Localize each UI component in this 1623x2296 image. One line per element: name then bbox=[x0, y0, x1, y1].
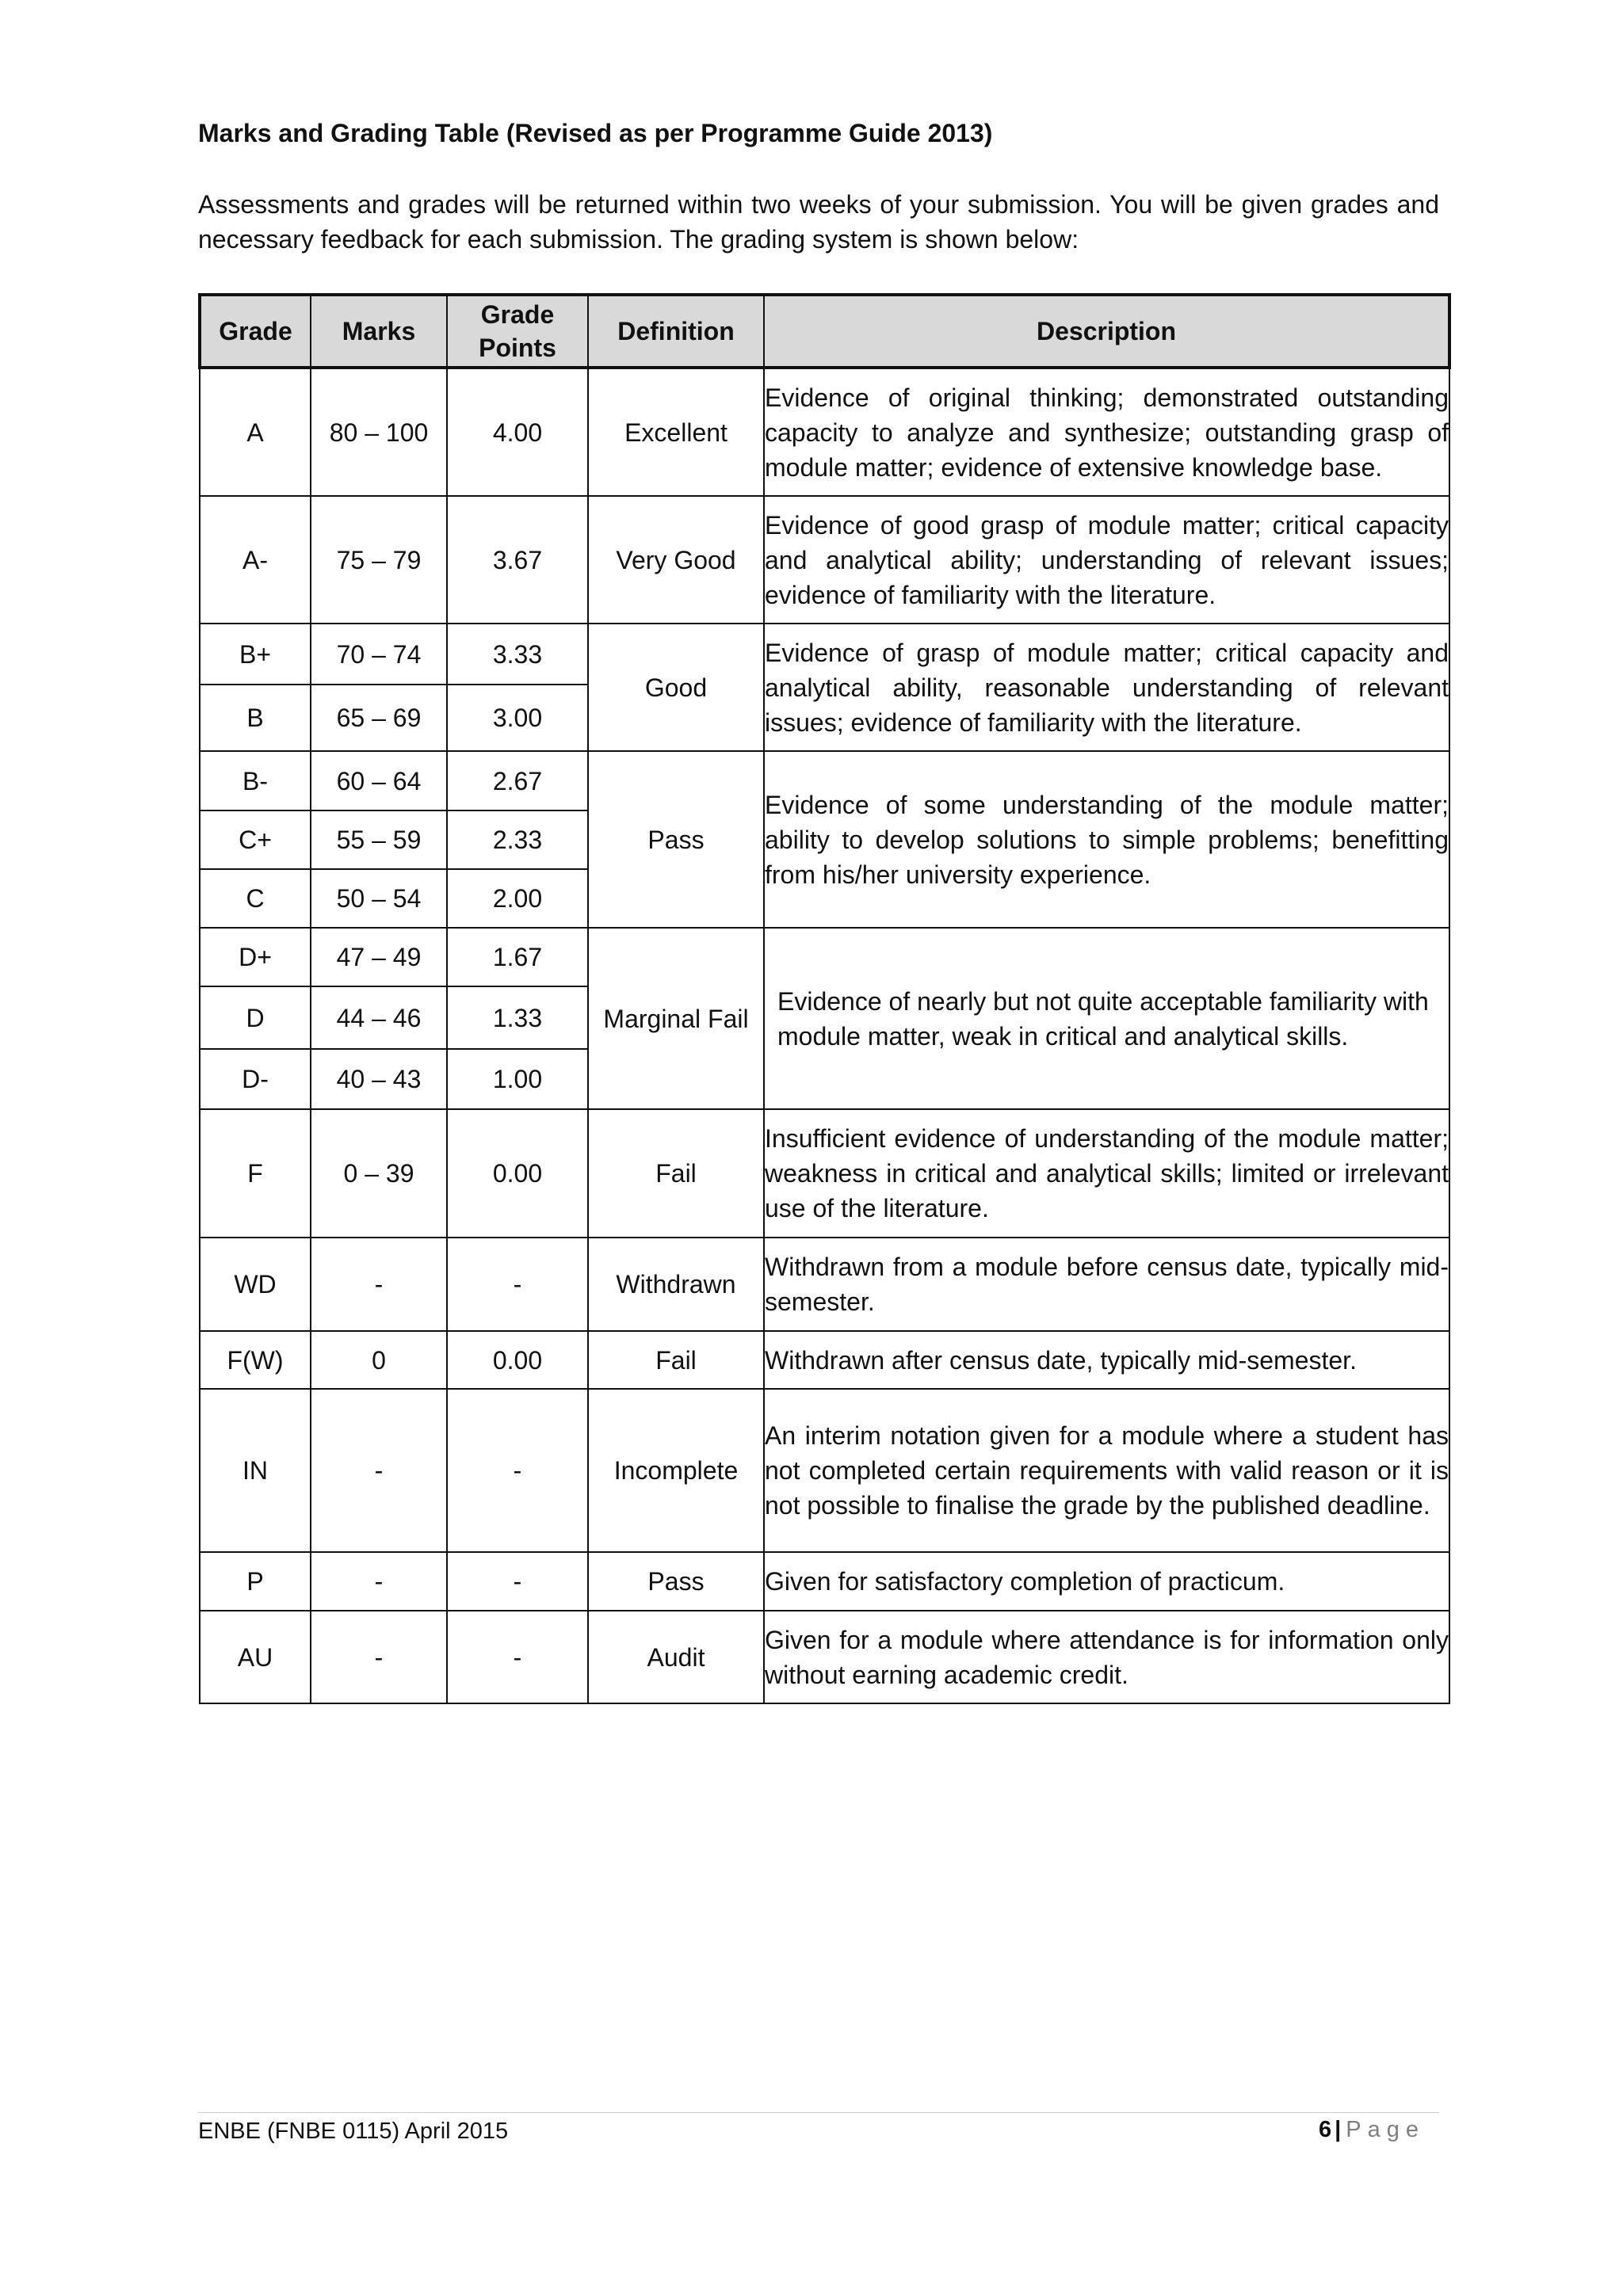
table-row bbox=[200, 1109, 1449, 1238]
definition-cell: Marginal Fail bbox=[588, 928, 764, 1109]
definition-cell: Good bbox=[588, 624, 764, 751]
description-cell: Evidence of grasp of module matter; critical capacity and analytical ability, reasonable understanding of relevant issues; evidence of familiarity with the literature. bbox=[764, 624, 1449, 751]
marks-cell: - bbox=[311, 1238, 447, 1331]
definition-cell: Fail bbox=[588, 1109, 764, 1238]
description-cell: Withdrawn from a module before census date, typically mid-semester. bbox=[764, 1238, 1449, 1331]
marks-cell: 75 – 79 bbox=[311, 496, 447, 624]
points-cell: 3.33 bbox=[447, 624, 588, 685]
header-grade-points-line1: Grade bbox=[480, 300, 555, 329]
marks-cell: 0 bbox=[311, 1331, 447, 1389]
grade-cell: C+ bbox=[200, 810, 311, 869]
marks-cell: 40 – 43 bbox=[311, 1049, 447, 1109]
grade-cell: C bbox=[200, 869, 311, 928]
points-cell: 1.67 bbox=[447, 928, 588, 986]
description-cell: Evidence of some understanding of the module matter; ability to develop solutions to simple problems; benefitting from his/her university experience. bbox=[764, 751, 1449, 928]
marks-cell: 65 – 69 bbox=[311, 685, 447, 751]
definition-cell: Audit bbox=[588, 1611, 764, 1703]
points-cell: 3.67 bbox=[447, 496, 588, 624]
table-row bbox=[200, 496, 1449, 624]
footer-document-id: ENBE (FNBE 0115) April 2015 bbox=[198, 2119, 509, 2144]
page-number: 6 bbox=[1319, 2117, 1332, 2142]
grade-cell: AU bbox=[200, 1611, 311, 1703]
header-grade-points bbox=[447, 295, 588, 368]
marks-cell: 60 – 64 bbox=[311, 751, 447, 810]
points-cell: 2.67 bbox=[447, 751, 588, 810]
marks-cell: 0 – 39 bbox=[311, 1109, 447, 1238]
grade-cell: A bbox=[200, 368, 311, 496]
points-cell: 4.00 bbox=[447, 368, 588, 496]
table-row bbox=[200, 1331, 1449, 1389]
description-cell: An interim notation given for a module where a student has not completed certain requirements with valid reason or it is not possible to finalise the grade by the published deadline. bbox=[764, 1389, 1449, 1552]
marks-cell: 55 – 59 bbox=[311, 810, 447, 869]
grade-cell: D+ bbox=[200, 928, 311, 986]
marks-cell: 44 – 46 bbox=[311, 986, 447, 1049]
description-cell: Insufficient evidence of understanding of the module matter; weakness in critical and analytical skills; limited or irrelevant use of the literature. bbox=[764, 1109, 1449, 1238]
table-row bbox=[200, 928, 1449, 986]
grade-cell: B- bbox=[200, 751, 311, 810]
definition-cell: Pass bbox=[588, 1552, 764, 1611]
points-cell: - bbox=[447, 1611, 588, 1703]
points-cell: - bbox=[447, 1552, 588, 1611]
marks-cell: 70 – 74 bbox=[311, 624, 447, 685]
page-separator: | bbox=[1335, 2117, 1342, 2142]
grade-cell: B+ bbox=[200, 624, 311, 685]
footer-page-indicator bbox=[1319, 2117, 1425, 2143]
marks-cell: - bbox=[311, 1611, 447, 1703]
section-heading: Marks and Grading Table (Revised as per Programme Guide 2013) bbox=[198, 119, 993, 147]
description-cell: Evidence of nearly but not quite acceptable familiarity with module matter, weak in critical and analytical skills. bbox=[764, 928, 1449, 1109]
points-cell: 0.00 bbox=[447, 1109, 588, 1238]
points-cell: - bbox=[447, 1389, 588, 1552]
description-cell: Evidence of good grasp of module matter; critical capacity and analytical ability; understanding of relevant issues; evidence of familiarity with the literature. bbox=[764, 496, 1449, 624]
description-cell: Evidence of original thinking; demonstrated outstanding capacity to analyze and synthesize; outstanding grasp of module matter; evidence of extensive knowledge base. bbox=[764, 368, 1449, 496]
definition-cell: Fail bbox=[588, 1331, 764, 1389]
grade-cell: B bbox=[200, 685, 311, 751]
table-row bbox=[200, 368, 1449, 496]
definition-cell: Excellent bbox=[588, 368, 764, 496]
grade-cell: F(W) bbox=[200, 1331, 311, 1389]
points-cell: 2.00 bbox=[447, 869, 588, 928]
points-cell: 1.00 bbox=[447, 1049, 588, 1109]
header-marks: Marks bbox=[311, 295, 447, 368]
header-grade: Grade bbox=[200, 295, 311, 368]
points-cell: - bbox=[447, 1238, 588, 1331]
description-cell: Given for satisfactory completion of practicum. bbox=[764, 1552, 1449, 1611]
table-row bbox=[200, 1552, 1449, 1611]
grading-table bbox=[198, 293, 1451, 1704]
table-row bbox=[200, 624, 1449, 685]
marks-cell: 50 – 54 bbox=[311, 869, 447, 928]
marks-cell: - bbox=[311, 1389, 447, 1552]
grade-cell: IN bbox=[200, 1389, 311, 1552]
header-description: Description bbox=[764, 295, 1449, 368]
table-row bbox=[200, 1611, 1449, 1703]
definition-cell: Withdrawn bbox=[588, 1238, 764, 1331]
table-row bbox=[200, 1238, 1449, 1331]
intro-paragraph: Assessments and grades will be returned within two weeks of your submission. You will be given grades and necessary feedback for each submission. The grading system is shown below: bbox=[198, 190, 1439, 254]
points-cell: 0.00 bbox=[447, 1331, 588, 1389]
header-definition: Definition bbox=[588, 295, 764, 368]
marks-cell: - bbox=[311, 1552, 447, 1611]
description-cell: Given for a module where attendance is for information only without earning academic credit. bbox=[764, 1611, 1449, 1703]
points-cell: 3.00 bbox=[447, 685, 588, 751]
grade-cell: F bbox=[200, 1109, 311, 1238]
table-header-row bbox=[200, 295, 1449, 368]
page-word: Page bbox=[1346, 2117, 1425, 2142]
grade-cell: D bbox=[200, 986, 311, 1049]
table-row bbox=[200, 1389, 1449, 1552]
marks-cell: 47 – 49 bbox=[311, 928, 447, 986]
marks-cell: 80 – 100 bbox=[311, 368, 447, 496]
table-row bbox=[200, 751, 1449, 810]
header-grade-points-line2: Points bbox=[479, 334, 556, 362]
grade-cell: WD bbox=[200, 1238, 311, 1331]
points-cell: 1.33 bbox=[447, 986, 588, 1049]
definition-cell: Very Good bbox=[588, 496, 764, 624]
grade-cell: D- bbox=[200, 1049, 311, 1109]
footer-divider bbox=[198, 2112, 1439, 2113]
grade-cell: A- bbox=[200, 496, 311, 624]
description-cell: Withdrawn after census date, typically mid-semester. bbox=[764, 1331, 1449, 1389]
definition-cell: Pass bbox=[588, 751, 764, 928]
grade-cell: P bbox=[200, 1552, 311, 1611]
definition-cell: Incomplete bbox=[588, 1389, 764, 1552]
points-cell: 2.33 bbox=[447, 810, 588, 869]
